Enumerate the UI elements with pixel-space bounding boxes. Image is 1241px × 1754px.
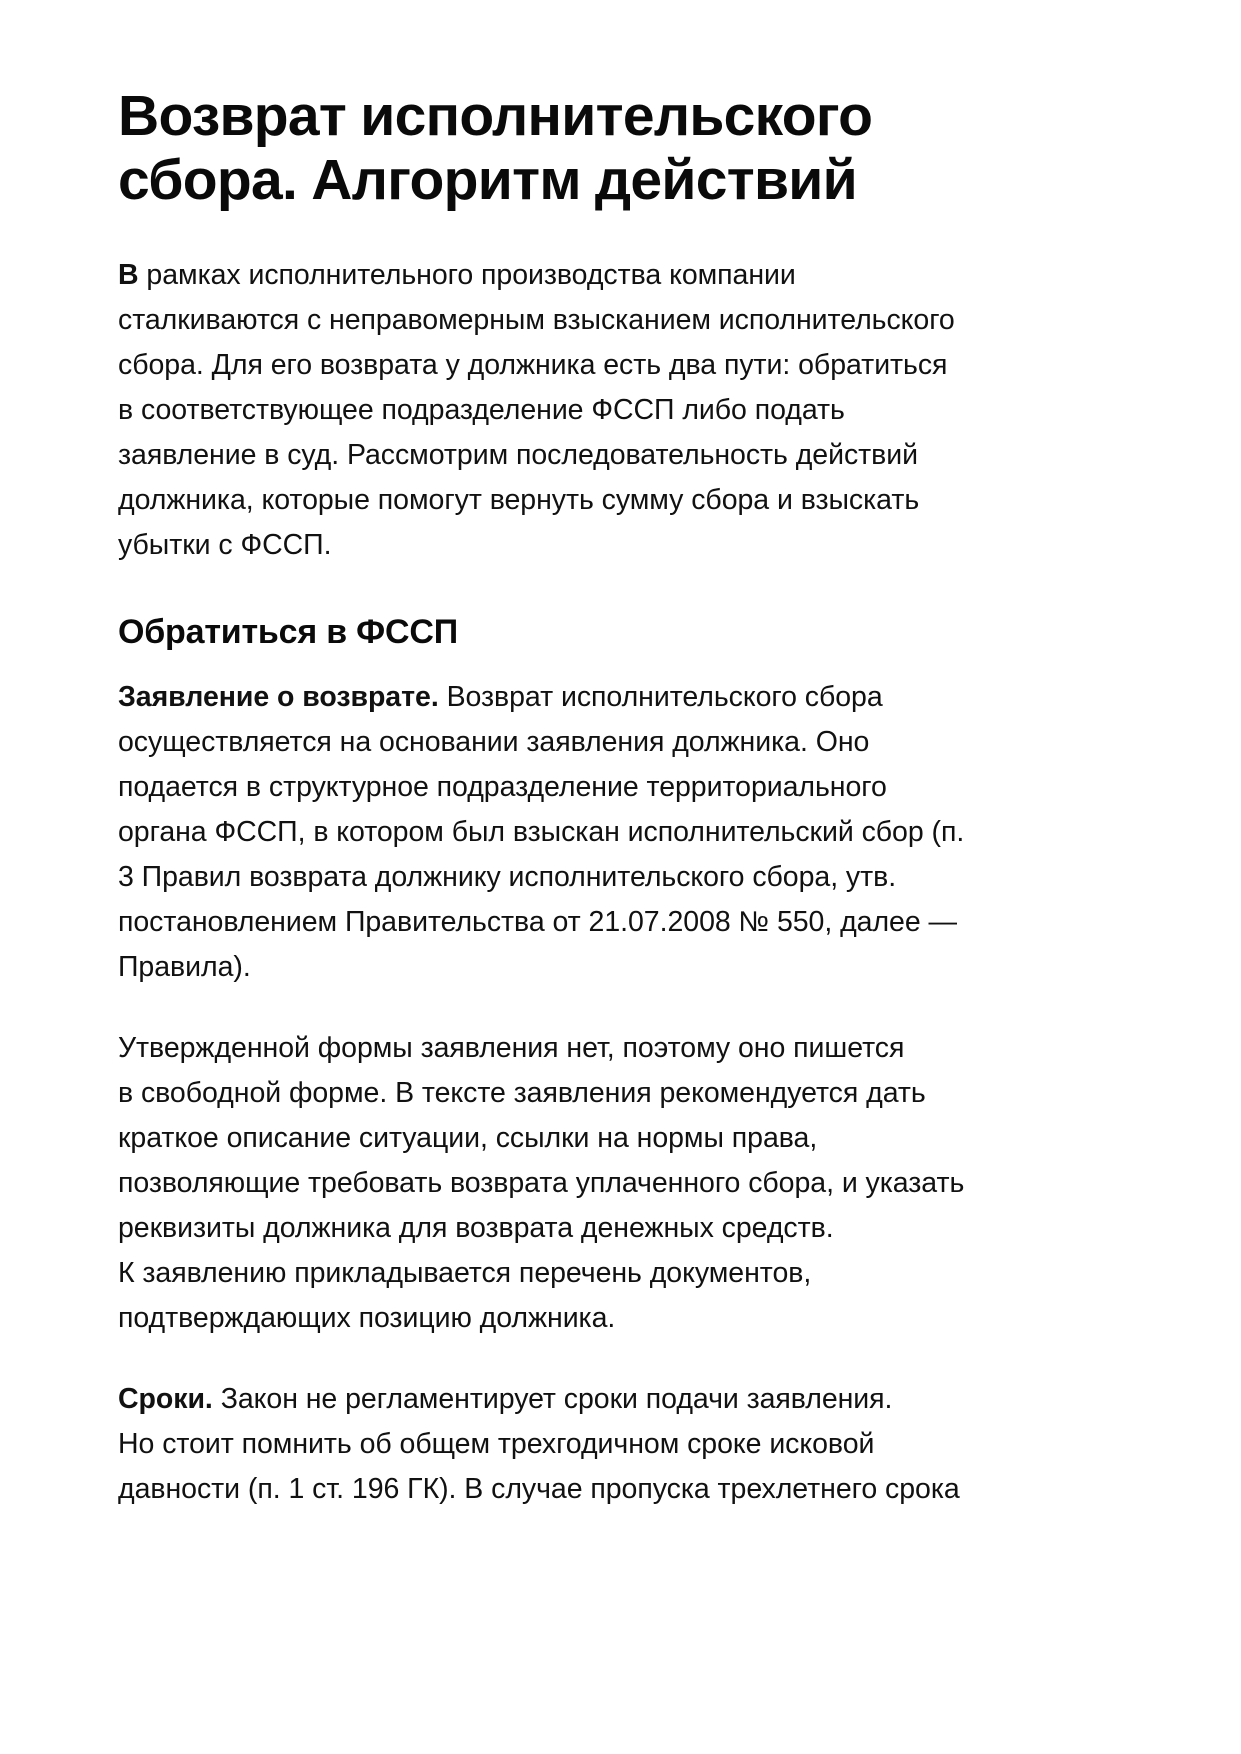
statement-line-1: Возврат исполнительского сбора: [446, 680, 883, 713]
statement-line-4: органа ФССП, в котором был взыскан исполнительский сбор (п.: [118, 815, 965, 848]
page-title-line-2: сбора. Алгоритм действий: [118, 148, 857, 213]
form-line-1: Утвержденной формы заявления нет, поэтому оно пишется: [118, 1031, 905, 1064]
deadlines-lead: Сроки.: [118, 1382, 213, 1415]
page-title: [118, 0, 918, 213]
page-title-line-1: Возврат исполнительского: [118, 84, 873, 148]
deadlines-paragraph: [118, 1377, 1008, 1512]
deadlines-space: [213, 1383, 221, 1415]
intro-line-1: рамках исполнительного производства компании: [146, 258, 796, 291]
intro-line-3: сбора. Для его возврата у должника есть два пути: обратиться: [118, 348, 948, 381]
intro-lead-word: В: [118, 258, 139, 291]
statement-space: [439, 681, 447, 713]
statement-line-5: 3 Правил возврата должнику исполнительского сбора, утв.: [118, 860, 897, 893]
section-heading-fssp: Обратиться в ФССП: [118, 612, 458, 651]
form-line-7: подтверждающих позицию должника.: [118, 1301, 616, 1334]
statement-line-6: постановлением Правительства от 21.07.2008 № 550, далее —: [118, 905, 957, 938]
form-line-6: К заявлению прикладывается перечень документов,: [118, 1256, 812, 1289]
intro-line-7: убытки с ФССП.: [118, 528, 332, 561]
form-line-4: позволяющие требовать возврата уплаченного сбора, и указать: [118, 1166, 965, 1199]
statement-line-2: осуществляется на основании заявления должника. Оно: [118, 725, 870, 758]
deadlines-line-1: Закон не регламентирует сроки подачи заявления.: [220, 1382, 893, 1415]
form-line-2: в свободной форме. В тексте заявления рекомендуется дать: [118, 1076, 926, 1109]
form-paragraph: [118, 1026, 1008, 1341]
form-line-3: краткое описание ситуации, ссылки на нормы права,: [118, 1121, 818, 1154]
deadlines-line-3: давности (п. 1 ст. 196 ГК). В случае пропуска трехлетнего срока: [118, 1472, 960, 1505]
deadlines-line-2: Но стоит помнить об общем трехгодичном сроке исковой: [118, 1427, 875, 1460]
form-line-5: реквизиты должника для возврата денежных средств.: [118, 1211, 834, 1244]
statement-lead: Заявление о возврате.: [118, 680, 439, 713]
statement-line-3: подается в структурное подразделение территориального: [118, 770, 887, 803]
statement-line-7: Правила).: [118, 950, 251, 983]
intro-paragraph: [118, 253, 1008, 568]
statement-paragraph: [118, 675, 1008, 990]
intro-line-2: сталкиваются с неправомерным взысканием исполнительского: [118, 303, 955, 336]
document-content: [118, 0, 1018, 1512]
intro-line-4: в соответствующее подразделение ФССП либо подать: [118, 393, 845, 426]
intro-line-5: заявление в суд. Рассмотрим последовательность действий: [118, 438, 919, 471]
intro-line-6: должника, которые помогут вернуть сумму сбора и взыскать: [118, 483, 920, 516]
